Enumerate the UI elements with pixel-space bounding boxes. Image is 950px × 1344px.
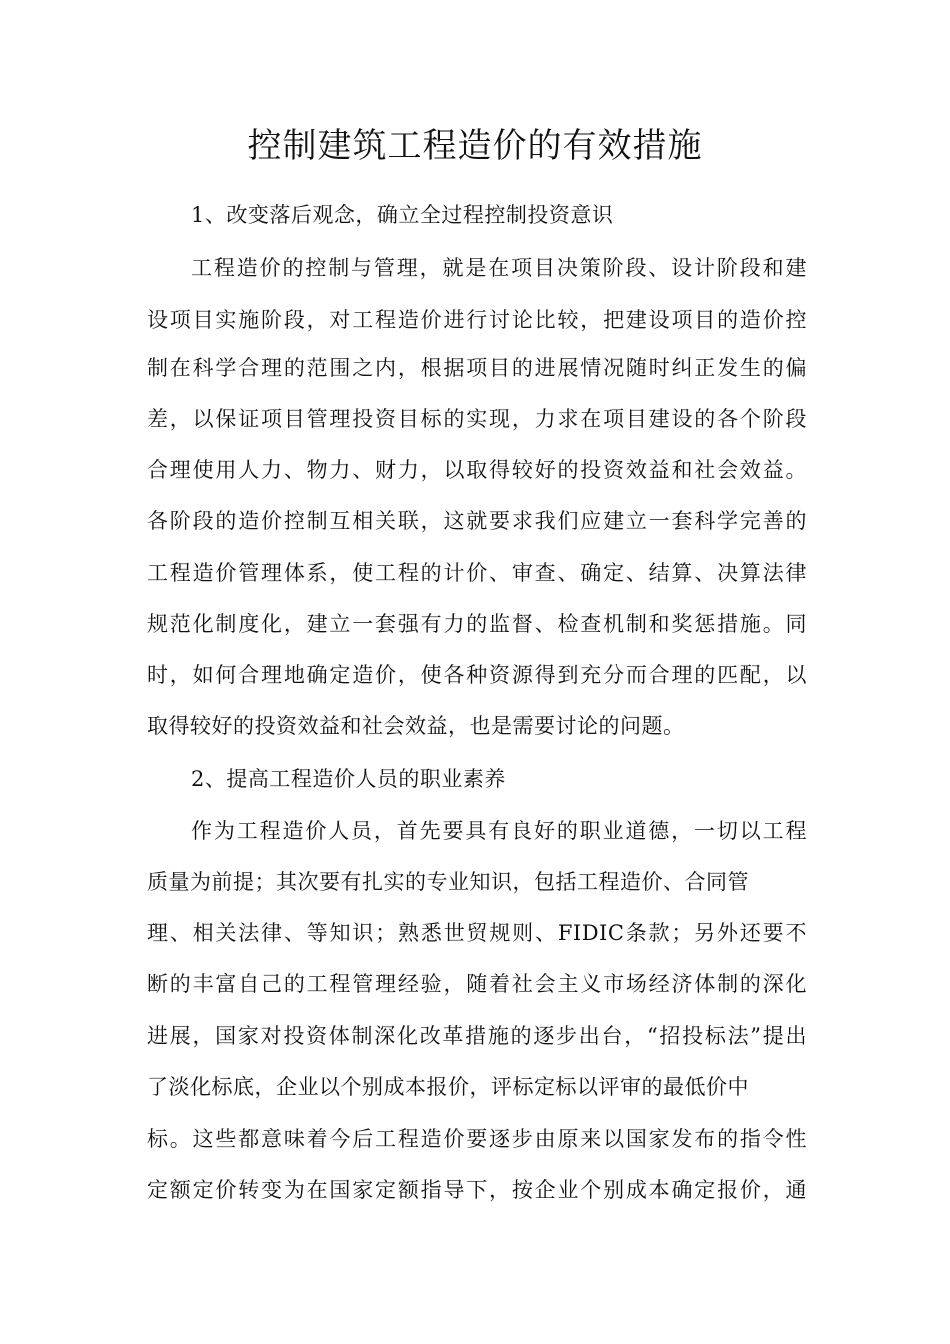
section-heading-1: 1、改变落后观念，确立全过程控制投资意识 [191, 203, 614, 227]
paragraph-line: 定额定价转变为在国家定额指导下，按企业个别成本确定报价，通 [147, 1178, 807, 1202]
paragraph-line: 制在科学合理的范围之内，根据项目的进展情况随时纠正发生的偏 [147, 356, 807, 380]
paragraph-line: 进展，国家对投资体制深化改革措施的逐步出台，“招投标法”提出 [147, 1024, 807, 1048]
paragraph-line: 各阶段的造价控制互相关联，这就要求我们应建立一套科学完善的 [147, 509, 807, 533]
section-heading-2: 2、提高工程造价人员的职业素养 [191, 767, 506, 791]
paragraph-line: 作为工程造价人员，首先要具有良好的职业道德，一切以工程 [191, 819, 807, 843]
paragraph-line: 合理使用人力、物力、财力，以取得较好的投资效益和社会效益。 [147, 458, 807, 482]
paragraph-line: 理、相关法律、等知识；熟悉世贸规则、FIDIC条款；另外还要不 [147, 921, 807, 945]
paragraph-line: 断的丰富自己的工程管理经验，随着社会主义市场经济体制的深化 [147, 972, 807, 996]
document-title: 控制建筑工程造价的有效措施 [247, 126, 703, 166]
paragraph-line: 设项目实施阶段，对工程造价进行讨论比较，把建设项目的造价控 [147, 308, 807, 332]
paragraph-line: 工程造价的控制与管理，就是在项目决策阶段、设计阶段和建 [191, 256, 807, 280]
paragraph-line: 取得较好的投资效益和社会效益，也是需要讨论的问题。 [147, 714, 685, 738]
paragraph-line: 规范化制度化，建立一套强有力的监督、检查机制和奖惩措施。同 [147, 612, 807, 636]
paragraph-line: 质量为前提；其次要有扎实的专业知识，包括工程造价、合同管 [147, 870, 749, 894]
paragraph-line: 时，如何合理地确定造价，使各种资源得到充分而合理的匹配，以 [147, 663, 807, 687]
paragraph-line: 了淡化标底，企业以个别成本报价，评标定标以评审的最低价中 [147, 1075, 749, 1099]
paragraph-line: 标。这些都意味着今后工程造价要逐步由原来以国家发布的指令性 [147, 1127, 807, 1151]
paragraph-line: 差，以保证项目管理投资目标的实现，力求在项目建设的各个阶段 [147, 407, 807, 431]
paragraph-line: 工程造价管理体系，使工程的计价、审查、确定、结算、决算法律 [147, 561, 807, 585]
